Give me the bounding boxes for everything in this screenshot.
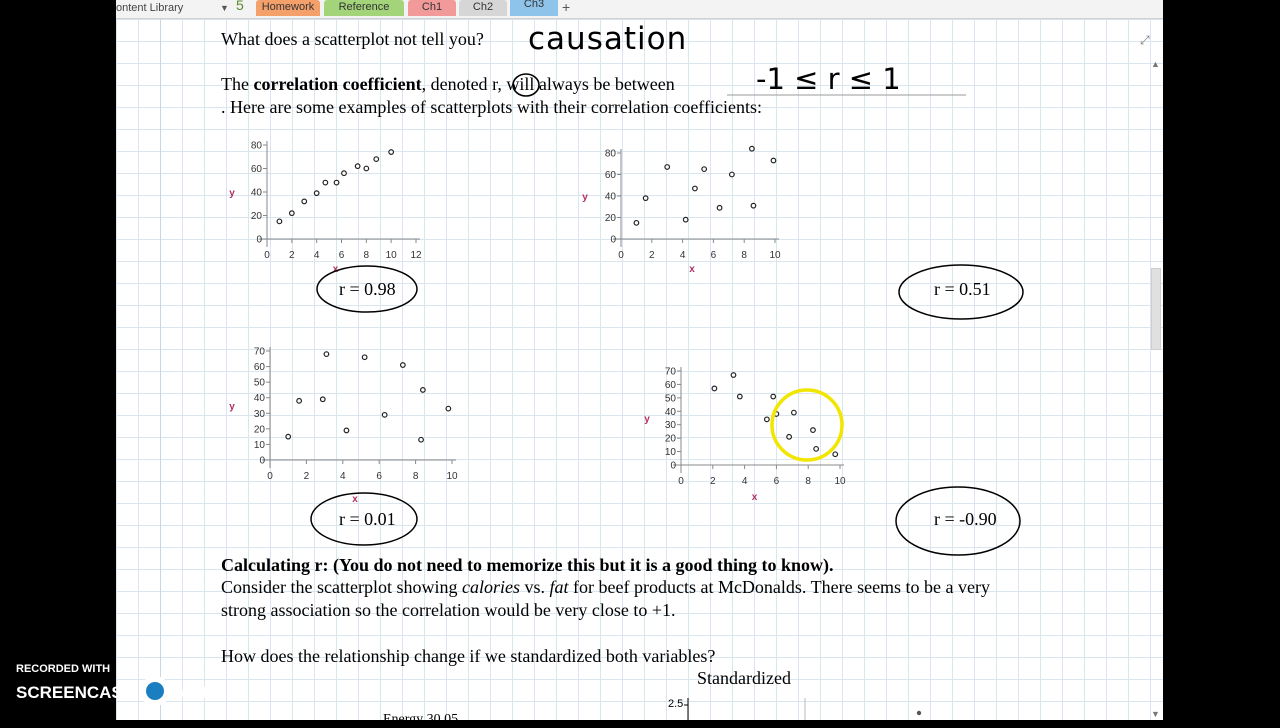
y-tick-label: 30 xyxy=(664,420,676,432)
y-tick-label: 60 xyxy=(253,362,265,374)
y-tick-label: 70 xyxy=(253,346,265,358)
y-tick-label: 20 xyxy=(664,433,676,445)
y-tick-label: 50 xyxy=(253,377,265,389)
question-standardize: How does the relationship change if we standardized both variables? xyxy=(221,646,716,666)
r-label-2: r = 0.51 xyxy=(934,279,991,299)
x-tick-label: 6 xyxy=(710,250,717,261)
corr-symbol: r, xyxy=(492,74,502,94)
examples-intro: . Here are some examples of scatterplots with their correlation coefficients: xyxy=(221,97,762,117)
y-tick-label: 80 xyxy=(250,140,262,152)
x-tick-label: 4 xyxy=(313,250,320,261)
x-tick-label: 2 xyxy=(303,471,310,482)
svg-text:SCREENCAST: SCREENCAST xyxy=(16,683,134,702)
partial-axis-tick: 2.5 xyxy=(668,698,684,710)
x-tick-label: 2 xyxy=(289,250,295,261)
x-tick-label: 8 xyxy=(363,250,370,261)
x-tick-label: 6 xyxy=(773,476,780,487)
y-tick-label: 0 xyxy=(610,234,616,246)
y-axis-label: y xyxy=(644,414,650,425)
y-tick-label: 0 xyxy=(259,455,265,467)
corr-pre: The xyxy=(221,74,254,94)
x-tick-label: 4 xyxy=(340,471,346,482)
y-tick-label: 10 xyxy=(253,439,265,451)
tab-ch1[interactable]: Ch1 xyxy=(408,0,456,16)
y-tick-label: 40 xyxy=(253,393,265,405)
handwritten-causation: causation xyxy=(528,21,688,57)
tab-reference[interactable]: Reference xyxy=(324,0,404,16)
x-tick-label: 8 xyxy=(412,471,419,482)
x-tick-label: 8 xyxy=(741,250,747,261)
handwritten-range: -1 ≤ r ≤ 1 xyxy=(756,62,901,96)
r-label-3: r = 0.01 xyxy=(339,509,396,529)
y-tick-label: 20 xyxy=(250,211,262,222)
y-tick-label: 30 xyxy=(253,408,265,420)
x-tick-label: 4 xyxy=(741,476,748,487)
expand-icon[interactable]: ⤢ xyxy=(1140,33,1150,47)
content-library-label[interactable]: ontent Library xyxy=(116,2,184,14)
consider-vs: vs. xyxy=(519,577,550,597)
scroll-up-icon[interactable]: ▲ xyxy=(1151,59,1160,69)
screencast-watermark xyxy=(14,656,244,716)
x-axis-label: x xyxy=(332,264,339,275)
y-tick-label: 20 xyxy=(604,213,616,224)
x-tick-label: 4 xyxy=(679,250,686,261)
corr-term: correlation coefficient xyxy=(253,74,422,94)
y-axis-label: y xyxy=(229,188,235,199)
section-number: 5 xyxy=(236,0,244,13)
x-tick-label: 10 xyxy=(834,476,846,487)
scroll-down-icon[interactable]: ▼ xyxy=(1151,709,1160,719)
y-tick-label: 0 xyxy=(670,460,676,472)
tab-homework[interactable]: Homework xyxy=(256,0,320,16)
y-tick-label: 60 xyxy=(604,170,616,181)
y-tick-label: 50 xyxy=(664,393,676,405)
consider-pre: Consider the scatterplot showing xyxy=(221,577,462,597)
x-axis-label: x xyxy=(751,492,758,503)
question-causation: What does a scatterplot not tell you? xyxy=(221,29,484,49)
add-section-button[interactable]: + xyxy=(562,0,571,15)
partial-point xyxy=(917,711,921,715)
svg-text:RECORDED WITH: RECORDED WITH xyxy=(16,663,111,675)
consider-calories: calories xyxy=(461,577,520,597)
corr-post: will always be between xyxy=(501,74,675,94)
r-label-1: r = 0.98 xyxy=(339,279,396,299)
tab-ch3[interactable]: Ch3 xyxy=(510,0,558,16)
svg-text:MATIC: MATIC xyxy=(174,683,227,702)
consider-post: for beef products at McDonalds. There seems to be a very xyxy=(568,577,991,597)
x-tick-label: 0 xyxy=(267,471,273,482)
calculating-heading: Calculating r: (You do not need to memorize this but it is a good thing to know). xyxy=(221,555,834,575)
consider-line-2: strong association so the correlation would be very close to +1. xyxy=(221,600,676,620)
x-axis-label: x xyxy=(689,264,695,275)
x-tick-label: 0 xyxy=(264,250,270,261)
consider-fat: fat xyxy=(549,577,569,597)
partial-energy-label: Energy 30.05 xyxy=(383,712,459,727)
x-tick-label: 8 xyxy=(805,476,811,487)
standardized-label: Standardized xyxy=(697,668,791,688)
tab-ch2[interactable]: Ch2 xyxy=(459,0,507,16)
x-tick-label: 6 xyxy=(338,250,345,261)
y-axis-label: y xyxy=(229,401,235,413)
y-tick-label: 40 xyxy=(604,191,616,203)
y-tick-label: 60 xyxy=(664,379,676,391)
y-tick-label: 40 xyxy=(664,406,676,418)
x-tick-label: 0 xyxy=(678,476,684,487)
x-tick-label: 10 xyxy=(385,250,397,261)
y-tick-label: 80 xyxy=(604,148,616,160)
y-tick-label: 0 xyxy=(256,234,262,246)
screencast-logo xyxy=(14,656,244,716)
x-tick-label: 2 xyxy=(649,250,655,261)
x-tick-label: 0 xyxy=(618,250,624,261)
y-tick-label: 20 xyxy=(253,424,265,436)
x-tick-label: 2 xyxy=(710,476,716,487)
x-tick-label: 10 xyxy=(446,471,458,482)
x-tick-label: 10 xyxy=(769,250,781,261)
y-tick-label: 70 xyxy=(664,366,676,378)
x-axis-label: x xyxy=(352,494,358,505)
corr-denoted: , denoted xyxy=(421,74,493,94)
chevron-down-icon[interactable]: ▼ xyxy=(220,3,229,13)
y-tick-label: 40 xyxy=(250,187,262,199)
y-tick-label: 60 xyxy=(250,164,262,175)
x-tick-label: 6 xyxy=(376,471,382,482)
y-tick-label: 10 xyxy=(664,447,676,459)
y-axis-label: y xyxy=(582,192,588,203)
r-label-4: r = -0.90 xyxy=(934,509,997,529)
x-tick-label: 12 xyxy=(410,250,422,261)
